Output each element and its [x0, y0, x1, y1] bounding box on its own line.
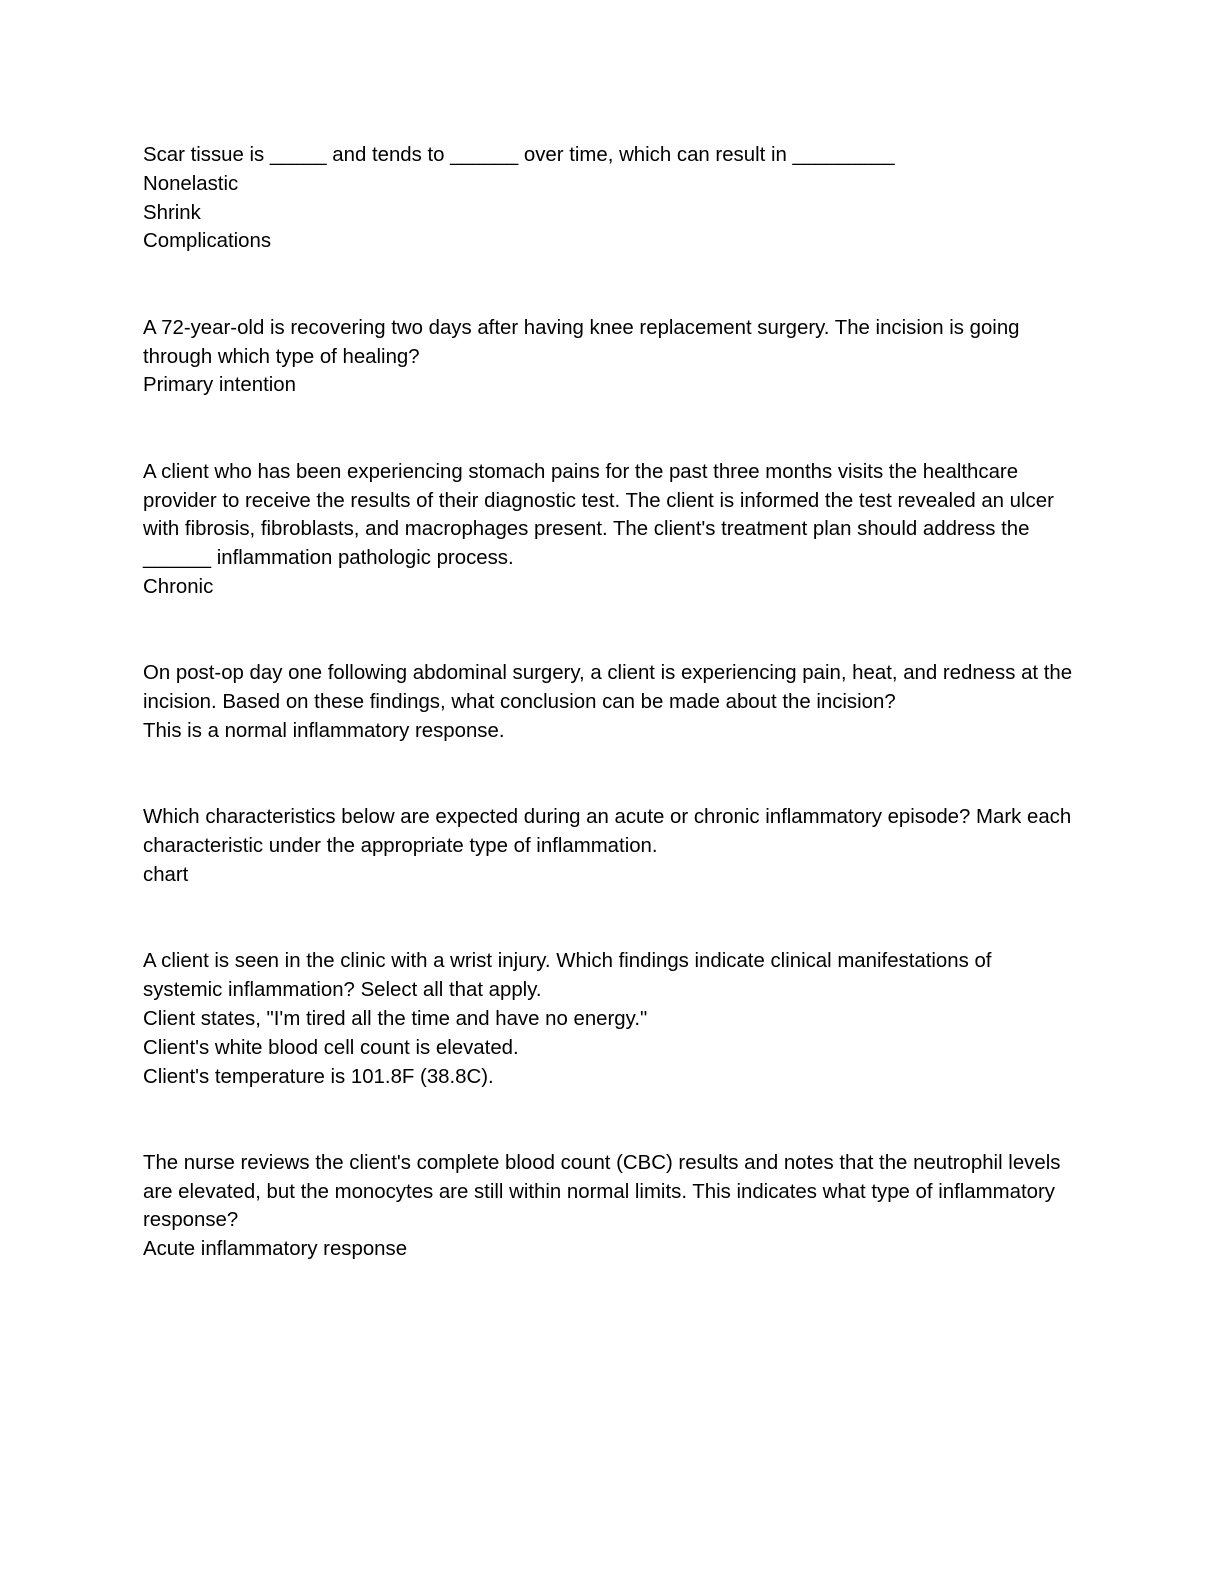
qa-block-6 — [143, 947, 1073, 1091]
question-text: A client is seen in the clinic with a wrist injury. Which findings indicate clinical manifestations of systemic inflammation? Select all that apply. — [143, 950, 998, 1002]
question-text: A client who has been experiencing stomach pains for the past three months visits the healthcare provider to receive the results of their diagnostic test. The client is informed the test revealed an ulcer with fibrosis, fibroblasts, and macrophages present. The client's treatment plan should address the ______ inflammation pathologic process. — [143, 460, 1060, 570]
qa-block-5 — [143, 803, 1077, 889]
answer-text: Client's temperature is 101.8F (38.8C). — [143, 1065, 494, 1088]
question-text: On post-op day one following abdominal surgery, a client is experiencing pain, heat, and redness at the incision. Based on these findings, what conclusion can be made about the incision? — [143, 662, 1078, 714]
answer-text: This is a normal inflammatory response. — [143, 719, 505, 742]
qa-block-4 — [143, 659, 1078, 745]
question-text: Scar tissue is _____ and tends to ______ over time, which can result in _________ — [143, 144, 895, 166]
answer-text: Client states, "I'm tired all the time and have no energy." — [143, 1007, 648, 1030]
question-text: The nurse reviews the client's complete blood count (CBC) results and notes that the neutrophil levels are elevated, but the monocytes are still within normal limits. This indicates what type of inflammatory response? — [143, 1151, 1067, 1232]
qa-block-1 — [143, 141, 1073, 256]
document-content — [143, 141, 1078, 1264]
answer-text: Client's white blood cell count is elevated. — [143, 1036, 519, 1059]
question-text: Which characteristics below are expected during an acute or chronic inflammatory episode? Mark each characteristic under the appropriate type of inflammation. — [143, 806, 1077, 858]
answer-text: Primary intention — [143, 374, 296, 397]
qa-block-7 — [143, 1149, 1073, 1264]
answer-text: Nonelastic — [143, 172, 239, 195]
answer-text: Shrink — [143, 201, 201, 224]
qa-block-2 — [143, 314, 1073, 400]
answer-text: Chronic — [143, 575, 214, 598]
answer-text: chart — [143, 863, 189, 886]
qa-block-3 — [143, 458, 1073, 602]
answer-text: Acute inflammatory response — [143, 1238, 408, 1261]
question-text: A 72-year-old is recovering two days after having knee replacement surgery. The incision is going through which type of healing? — [143, 316, 1026, 368]
answer-text: Complications — [143, 230, 272, 253]
